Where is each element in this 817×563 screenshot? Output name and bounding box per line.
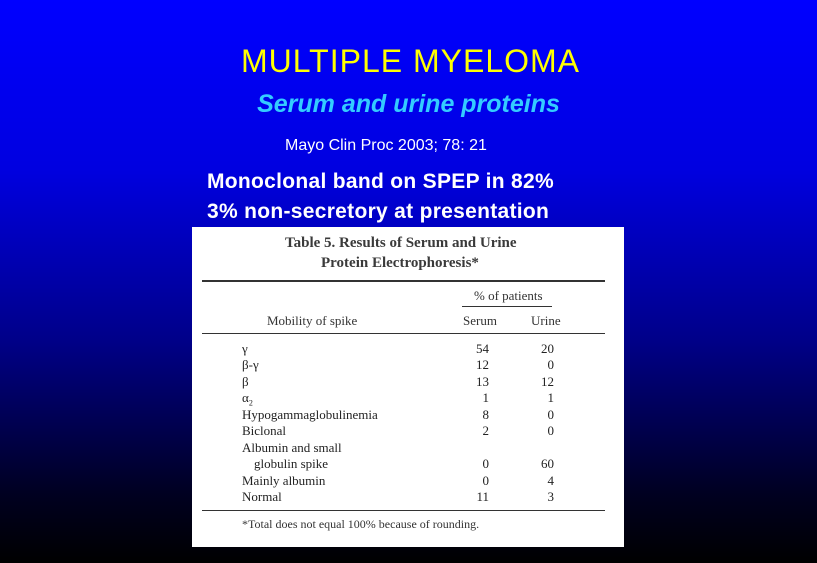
row-label: γ [242,341,248,356]
slide-title: MULTIPLE MYELOMA [240,43,581,79]
row-label: $\alpha_2$ [242,390,253,408]
row-serum: 1 [482,390,489,405]
row-serum: 8 [482,407,489,422]
row-serum: 12 [476,357,489,372]
table-rule-header [202,333,605,334]
row-serum: 54 [476,341,489,356]
column-header-urine: Urine [531,313,561,328]
bullet-point: Monoclonal band on SPEP in 82% [207,170,554,193]
row-label: Albumin and small [242,440,342,455]
row-urine: 60 [541,456,554,471]
table-image [192,227,624,547]
row-urine: 1 [547,390,554,405]
citation: Mayo Clin Proc 2003; 78: 21 [285,137,487,154]
table-caption: Table 5. Results of Serum and Urine [285,235,517,251]
row-serum: 0 [482,473,489,488]
row-label-continued: globulin spike [254,456,329,471]
row-serum: 11 [476,489,489,504]
table-rule-bottom [202,510,605,511]
row-urine: 0 [547,423,554,438]
table-footnote: *Total does not equal 100% because of rounding. [242,517,480,531]
row-urine: 20 [541,341,554,356]
row-urine: 0 [547,357,554,372]
row-urine: 4 [547,473,554,488]
row-urine: 3 [547,489,554,504]
group-header: % of patients [474,288,543,303]
row-urine: 0 [547,407,554,422]
table-rule-top [202,280,605,282]
group-header-rule [462,306,552,307]
row-urine: 12 [541,374,554,389]
row-label: Biclonal [242,423,287,438]
row-label: Hypogammaglobulinemia [242,407,378,422]
column-header-serum: Serum [463,313,497,328]
column-header-mobility: Mobility of spike [267,313,358,328]
slide-subtitle: Serum and urine proteins [257,90,560,118]
bullet-point: 3% non-secretory at presentation [207,200,550,223]
row-label: β [242,374,249,389]
row-label: Mainly albumin [242,473,326,488]
row-serum: 2 [482,423,489,438]
table-caption-continued: Protein Electrophoresis* [321,255,479,271]
row-serum: 13 [476,374,489,389]
row-label: Normal [242,489,282,504]
row-label: β-γ [242,357,259,372]
row-serum: 0 [482,456,489,471]
